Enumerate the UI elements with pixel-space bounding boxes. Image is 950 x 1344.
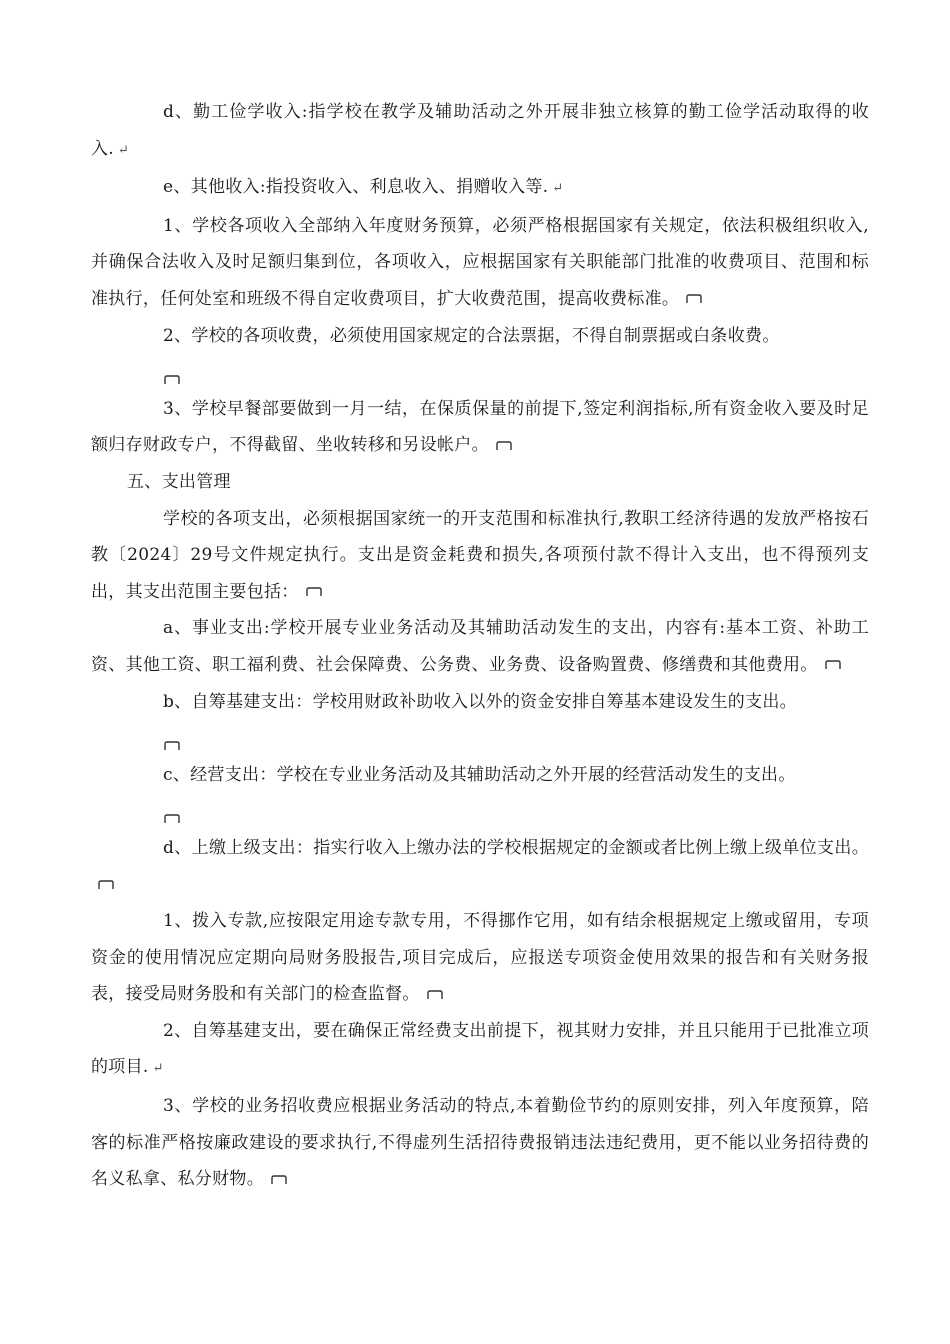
paragraph [91,830,869,903]
paragraph-text: a、事业支出:学校开展专业业务活动及其辅助活动发生的支出，内容有:基本工资、补助工资、其他工资、职工福利费、社会保障费、公务费、业务费、设备购置费、修缮费和其他费用。 [91,618,869,675]
paragraph-text: 学校的各项支出，必须根据国家统一的开支范围和标准执行,教职工经济待遇的发放严格按石教〔2024〕29号文件规定执行。支出是资金耗费和损失,各项预付款不得计入支出，也不得预列支出，其支出范围主要包括： [91,508,869,602]
paragraph [91,1088,869,1198]
paragraph [91,903,869,1013]
paragraph-mark-bracket-icon [495,441,513,451]
paragraph-text: 1、学校各项收入全部纳入年度财务预算，必须严格根据国家有关规定，依法积极组织收入,并确保合法收入及时足额归集到位，各项收入，应根据国家有关职能部门批准的收费项目、范围和标准执行，任何处室和班级不得自定收费项目，扩大收费范围，提高收费标准。 [91,215,869,309]
paragraph [91,1013,869,1088]
paragraph-mark-arrow-icon: ↵ [118,142,130,158]
paragraph [91,610,869,683]
paragraph-mark-bracket-icon [824,660,842,670]
paragraph-text: 3、学校早餐部要做到一月一结，在保质保量的前提下,签定利润指标,所有资金收入要及时足额归存财政专户，不得截留、坐收转移和另设帐户。 [91,398,869,456]
paragraph-mark-bracket-icon [305,587,323,597]
paragraph-mark-bracket-icon [163,814,181,824]
paragraph-mark-arrow-icon: ↵ [552,181,564,197]
paragraph-mark-arrow-icon: ↵ [152,1061,164,1077]
paragraph-text: 2、自筹基建支出，要在确保正常经费支出前提下，视其财力安排，并且只能用于已批准立项的项目. [91,1020,869,1078]
paragraph-text: b、自筹基建支出：学校用财政补助收入以外的资金安排自筹基本建设发生的支出。 [163,691,797,712]
paragraph [91,208,869,318]
paragraph-mark-bracket-icon [163,741,181,751]
paragraph-mark-bracket-icon [685,294,703,304]
paragraph-mark-bracket-icon [97,880,115,890]
paragraph-text: d、勤工俭学收入:指学校在教学及辅助活动之外开展非独立核算的勤工俭学活动取得的收入. [91,102,869,159]
paragraph-text: 1、拨入专款,应按限定用途专款专用，不得挪作它用，如有结余根据规定上缴或留用，专项资金的使用情况应定期向局财务股报告,项目完成后，应报送专项资金使用效果的报告和有关财务报表，接受局财务股和有关部门的检查监督。 [91,911,869,1005]
paragraph-mark-bracket-icon [163,375,181,385]
paragraph-text: c、经营支出：学校在专业业务活动及其辅助活动之外开展的经营活动发生的支出。 [163,764,796,785]
section-heading [91,464,869,501]
paragraph [91,757,869,830]
paragraph-mark-bracket-icon [426,990,444,1000]
paragraph-text: 2、学校的各项收费，必须使用国家规定的合法票据，不得自制票据或白条收费。 [163,325,780,346]
paragraph [91,169,869,208]
paragraph [91,684,869,757]
paragraph [91,501,869,611]
paragraph [91,391,869,464]
paragraph [91,318,869,391]
section-heading-text: 五、支出管理 [127,471,231,492]
document-body [91,94,869,1198]
paragraph-mark-bracket-icon [270,1175,288,1185]
paragraph-text: 3、学校的业务招收费应根据业务活动的特点,本着勤俭节约的原则安排，列入年度预算，陪客的标准严格按廉政建设的要求执行,不得虚列生活招待费报销违法违纪费用，更不能以业务招待费的名义私拿、私分财物。 [91,1096,869,1190]
paragraph [91,94,869,169]
paragraph-text: e、其他收入:指投资收入、利息收入、捐赠收入等. [163,177,549,198]
paragraph-text: d、上缴上级支出：指实行收入上缴办法的学校根据规定的金额或者比例上缴上级单位支出。 [163,837,869,858]
